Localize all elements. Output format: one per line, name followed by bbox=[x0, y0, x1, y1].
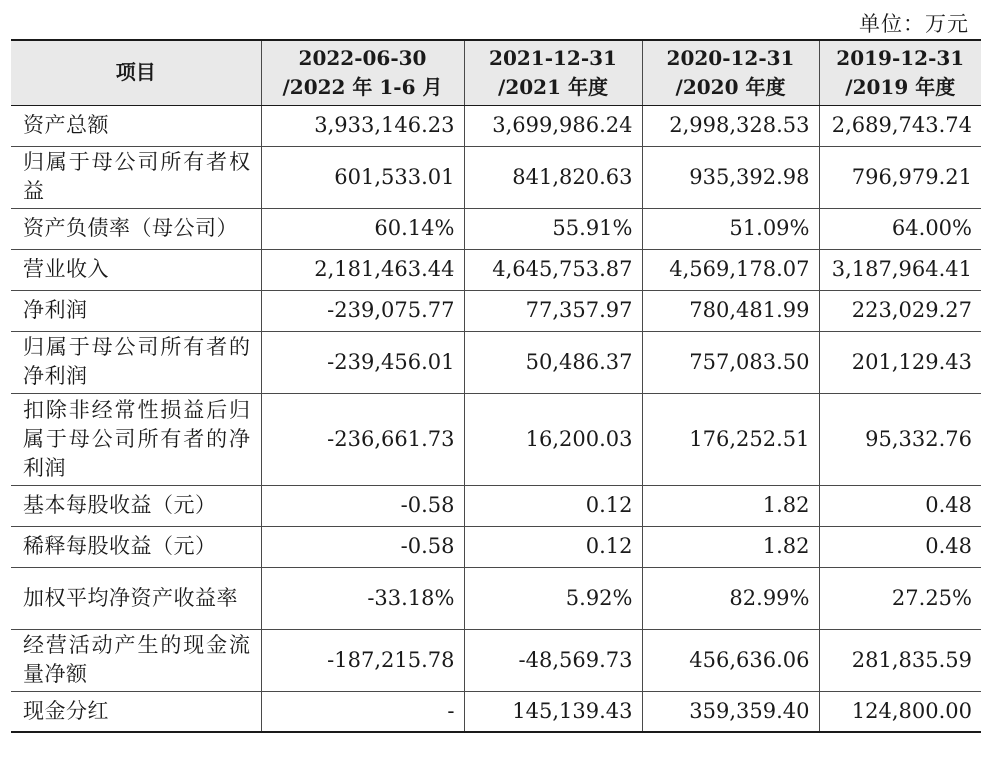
table-body bbox=[11, 105, 981, 732]
cell-value: -48,569.73 bbox=[464, 629, 642, 691]
row-label: 资产总额 bbox=[11, 105, 261, 146]
cell-value: 2,181,463.44 bbox=[261, 249, 464, 290]
cell-value: 3,187,964.41 bbox=[819, 249, 981, 290]
cell-value: 27.25% bbox=[819, 567, 981, 629]
financial-summary-table bbox=[11, 39, 981, 733]
cell-value: 16,200.03 bbox=[464, 393, 642, 485]
table-row bbox=[11, 691, 981, 732]
header-row bbox=[11, 40, 981, 105]
cell-value: -239,075.77 bbox=[261, 290, 464, 331]
cell-value: - bbox=[261, 691, 464, 732]
row-label: 营业收入 bbox=[11, 249, 261, 290]
cell-value: 757,083.50 bbox=[642, 331, 819, 393]
cell-value: -0.58 bbox=[261, 526, 464, 567]
unit-label: 单位：万元 bbox=[859, 12, 969, 36]
cell-value: -236,661.73 bbox=[261, 393, 464, 485]
cell-value: 223,029.27 bbox=[819, 290, 981, 331]
row-label: 净利润 bbox=[11, 290, 261, 331]
table-row bbox=[11, 290, 981, 331]
cell-value: -239,456.01 bbox=[261, 331, 464, 393]
cell-value: 95,332.76 bbox=[819, 393, 981, 485]
cell-value: 5.92% bbox=[464, 567, 642, 629]
row-label: 现金分红 bbox=[11, 691, 261, 732]
cell-value: 1.82 bbox=[642, 485, 819, 526]
header-2021: 2021-12-31 /2021 年度 bbox=[464, 40, 642, 105]
table-row bbox=[11, 393, 981, 485]
cell-value: 841,820.63 bbox=[464, 146, 642, 208]
row-label: 经营活动产生的现金流量净额 bbox=[11, 629, 261, 691]
table-row bbox=[11, 526, 981, 567]
cell-value: 82.99% bbox=[642, 567, 819, 629]
cell-value: 124,800.00 bbox=[819, 691, 981, 732]
row-label: 加权平均净资产收益率 bbox=[11, 567, 261, 629]
row-label: 归属于母公司所有者的净利润 bbox=[11, 331, 261, 393]
row-label: 资产负债率（母公司） bbox=[11, 208, 261, 249]
cell-value: 796,979.21 bbox=[819, 146, 981, 208]
table-row bbox=[11, 485, 981, 526]
row-label: 基本每股收益（元） bbox=[11, 485, 261, 526]
table-row bbox=[11, 331, 981, 393]
table-row bbox=[11, 105, 981, 146]
header-2020: 2020-12-31 /2020 年度 bbox=[642, 40, 819, 105]
cell-value: 4,645,753.87 bbox=[464, 249, 642, 290]
cell-value: 77,357.97 bbox=[464, 290, 642, 331]
cell-value: 2,689,743.74 bbox=[819, 105, 981, 146]
table-row bbox=[11, 567, 981, 629]
cell-value: 176,252.51 bbox=[642, 393, 819, 485]
cell-value: 456,636.06 bbox=[642, 629, 819, 691]
table-header bbox=[11, 40, 981, 105]
row-label: 扣除非经常性损益后归属于母公司所有者的净利润 bbox=[11, 393, 261, 485]
header-2019: 2019-12-31 /2019 年度 bbox=[819, 40, 981, 105]
cell-value: 1.82 bbox=[642, 526, 819, 567]
cell-value: 0.12 bbox=[464, 526, 642, 567]
cell-value: 55.91% bbox=[464, 208, 642, 249]
cell-value: 0.48 bbox=[819, 526, 981, 567]
cell-value: 359,359.40 bbox=[642, 691, 819, 732]
cell-value: 2,998,328.53 bbox=[642, 105, 819, 146]
table-row bbox=[11, 208, 981, 249]
header-2022-h1: 2022-06-30 /2022 年 1-6 月 bbox=[261, 40, 464, 105]
cell-value: 50,486.37 bbox=[464, 331, 642, 393]
table-row bbox=[11, 629, 981, 691]
cell-value: 0.48 bbox=[819, 485, 981, 526]
table-row bbox=[11, 146, 981, 208]
header-item: 项目 bbox=[11, 40, 261, 105]
cell-value: 3,699,986.24 bbox=[464, 105, 642, 146]
cell-value: 145,139.43 bbox=[464, 691, 642, 732]
cell-value: 4,569,178.07 bbox=[642, 249, 819, 290]
cell-value: 64.00% bbox=[819, 208, 981, 249]
row-label: 稀释每股收益（元） bbox=[11, 526, 261, 567]
cell-value: 0.12 bbox=[464, 485, 642, 526]
cell-value: -187,215.78 bbox=[261, 629, 464, 691]
cell-value: -0.58 bbox=[261, 485, 464, 526]
cell-value: 51.09% bbox=[642, 208, 819, 249]
cell-value: 780,481.99 bbox=[642, 290, 819, 331]
cell-value: 201,129.43 bbox=[819, 331, 981, 393]
cell-value: -33.18% bbox=[261, 567, 464, 629]
cell-value: 60.14% bbox=[261, 208, 464, 249]
cell-value: 601,533.01 bbox=[261, 146, 464, 208]
cell-value: 935,392.98 bbox=[642, 146, 819, 208]
cell-value: 3,933,146.23 bbox=[261, 105, 464, 146]
table-row bbox=[11, 249, 981, 290]
cell-value: 281,835.59 bbox=[819, 629, 981, 691]
row-label: 归属于母公司所有者权益 bbox=[11, 146, 261, 208]
